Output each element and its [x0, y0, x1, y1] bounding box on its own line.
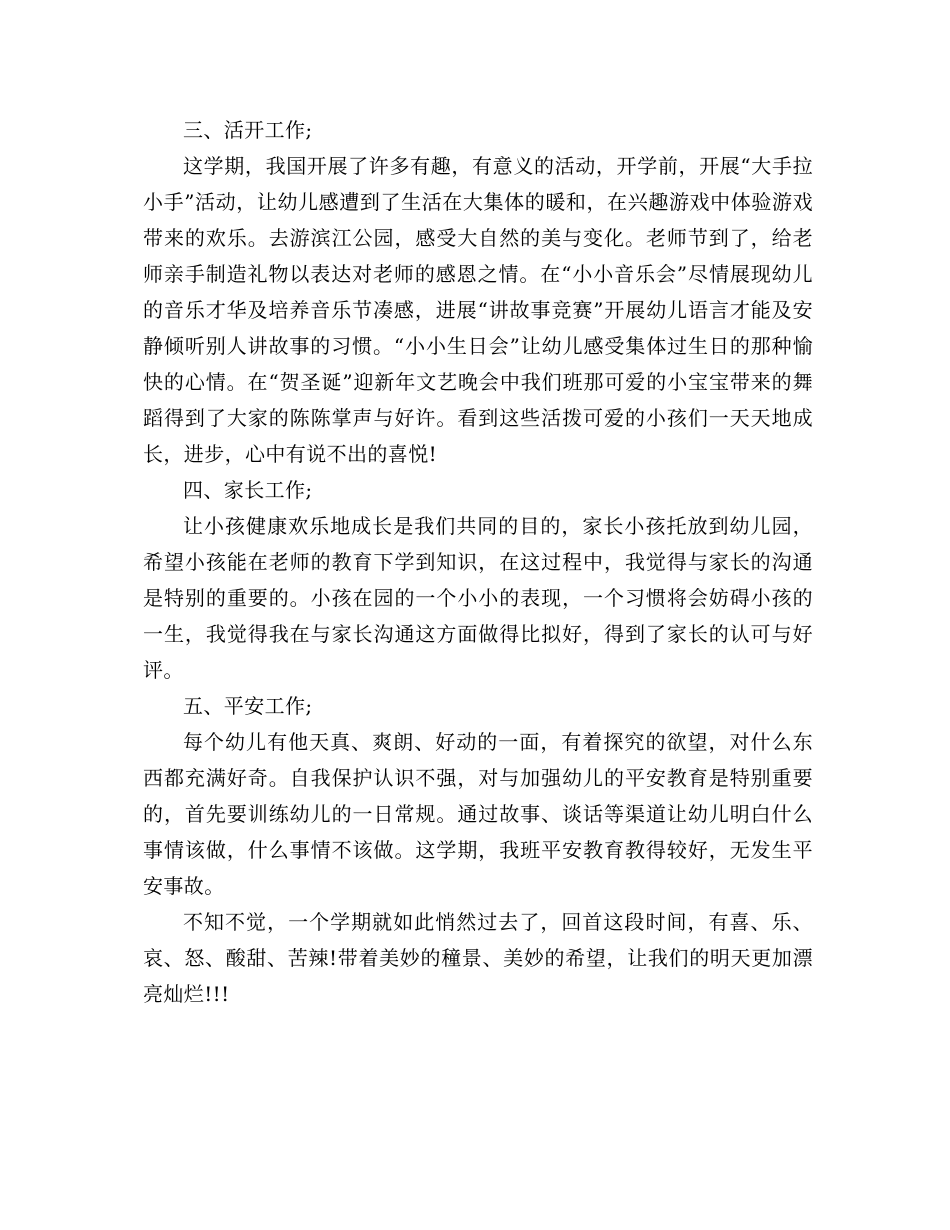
- paragraph-conclusion: 不知不觉，一个学期就如此悄然过去了，回首这段时间，有喜、乐、哀、怒、酸甜、苦辣!带着美妙的穜景、美妙的希望，让我们的明天更加漂亮灿烂!!!: [143, 910, 813, 1006]
- paragraph-safety: 每个幼儿有他天真、爽朗、好动的一面，有着探究的欲望，对什么东西都充满好奇。自我保护认识不强，对与加强幼儿的平安教育是特别重要的，首先要训练幼儿的一日常规。通过故事、谈话等渠道让幼儿明白什么事情该做，什么事情不该做。这学期，我班平安教育教得较好，无发生平安事故。: [143, 730, 813, 898]
- section-heading-safety: 五、平安工作;: [183, 694, 313, 718]
- paragraph-parents: 让小孩健康欢乐地成长是我们共同的目的，家长小孩托放到幼儿园，希望小孩能在老师的教育下学到知识，在这过程中，我觉得与家长的沟通是特别的重要的。小孩在园的一个小小的表现，一个习惯将会妨碍小孩的一生，我觉得我在与家长沟通这方面做得比拟好，得到了家长的认可与好评。: [143, 514, 813, 682]
- document-page: [143, 112, 813, 1012]
- section-heading-parents: 四、家长工作;: [183, 478, 313, 502]
- paragraph-activities: 这学期，我国开展了许多有趣，有意义的活动，开学前，开展“大手拉小手”活动，让幼儿感遭到了生活在大集体的暖和，在兴趣游戏中体验游戏带来的欢乐。去游滨江公园，感受大自然的美与变化。老师节到了，给老师亲手制造礼物以表达对老师的感恩之情。在“小小音乐会”尽情展现幼儿的音乐才华及培养音乐节凑感，进展“讲故事竞赛”开展幼儿语言才能及安静倾听别人讲故事的习惯。“小小生日会”让幼儿感受集体过生日的那种愉快的心情。在“贺圣诞”迎新年文艺晚会中我们班那可爱的小宝宝带来的舞蹈得到了大家的陈陈掌声与好许。看到这些活拨可爱的小孩们一天天地成长，进步，心中有说不出的喜悦!: [143, 154, 813, 466]
- section-heading-activities: 三、活开工作;: [183, 118, 313, 142]
